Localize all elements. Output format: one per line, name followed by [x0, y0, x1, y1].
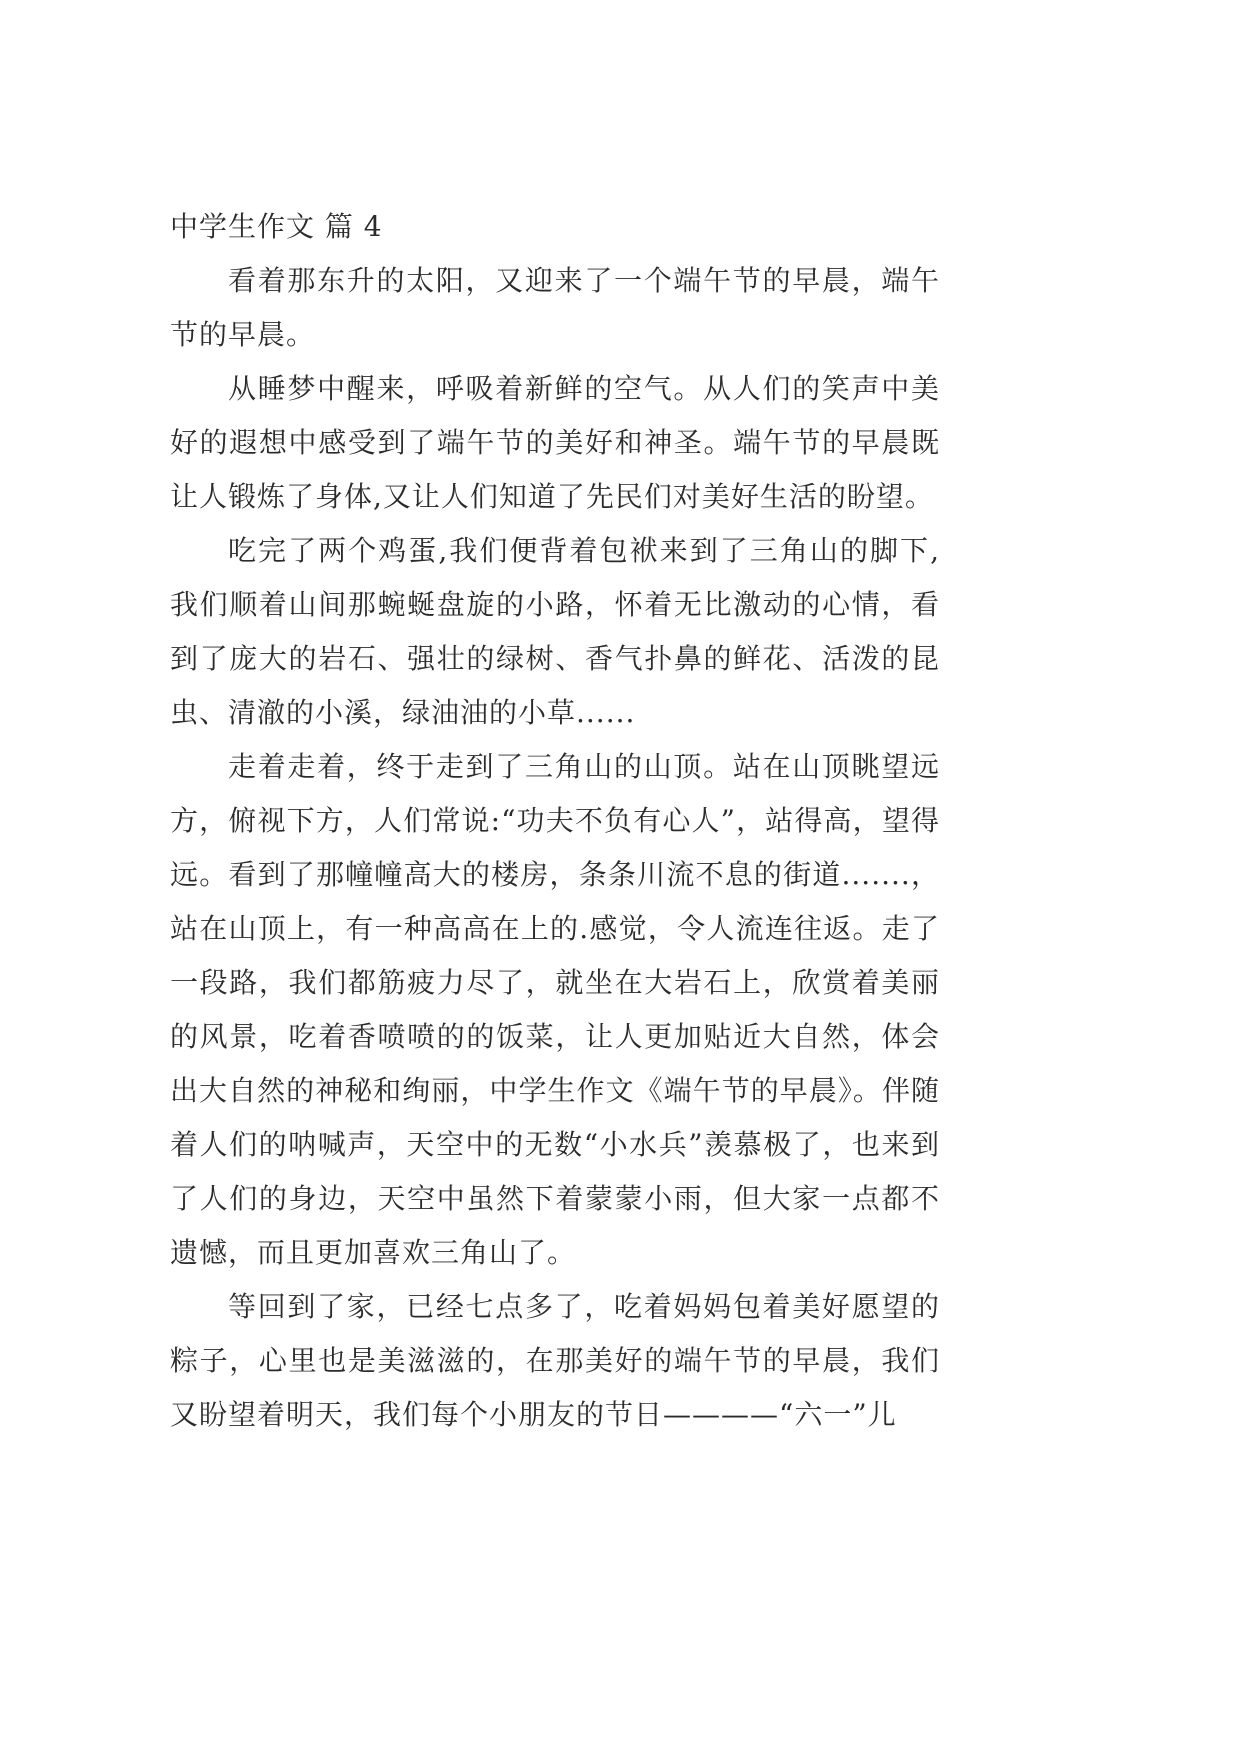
paragraph-2: 从睡梦中醒来，呼吸着新鲜的空气。从人们的笑声中美好的遐想中感受到了端午节的美好和神圣。端午节的早晨既让人锻炼了身体,又让人们知道了先民们对美好生活的盼望。	[170, 372, 940, 513]
paragraph-4: 走着走着，终于走到了三角山的山顶。站在山顶眺望远方，俯视下方，人们常说:“功夫不负有心人”，站得高，望得远。看到了那幢幢高大的楼房，条条川流不息的街道.......，站在山顶上，有一种高高在上的.感觉，令人流连往返。走了一段路，我们都筋疲力尽了，就坐在大岩石上，欣赏着美丽的风景，吃着香喷喷的的饭菜，让人更加贴近大自然，体会出大自然的神秘和绚丽，中学生作文《端午节的早晨》。伴随着人们的呐喊声，天空中的无数“小水兵”羡慕极了，也来到了人们的身边，天空中虽然下着蒙蒙小雨，但大家一点都不遗憾，而且更加喜欢三角山了。	[170, 750, 940, 1269]
paragraph-3: 吃完了两个鸡蛋,我们便背着包袱来到了三角山的脚下,我们顺着山间那蜿蜒盘旋的小路，怀着无比激动的心情，看到了庞大的岩石、强壮的绿树、香气扑鼻的鲜花、活泼的昆虫、清澈的小溪，绿油油的小草......	[170, 534, 940, 729]
document-body	[170, 200, 940, 1442]
essay-heading: 中学生作文 篇 4	[170, 210, 383, 243]
paragraph-5: 等回到了家，已经七点多了，吃着妈妈包着美好愿望的粽子，心里也是美滋滋的，在那美好的端午节的早晨，我们又盼望着明天，我们每个小朋友的节日————“六一”儿	[170, 1290, 940, 1431]
paragraph-1: 看着那东升的太阳，又迎来了一个端午节的早晨，端午节的早晨。	[170, 264, 940, 351]
